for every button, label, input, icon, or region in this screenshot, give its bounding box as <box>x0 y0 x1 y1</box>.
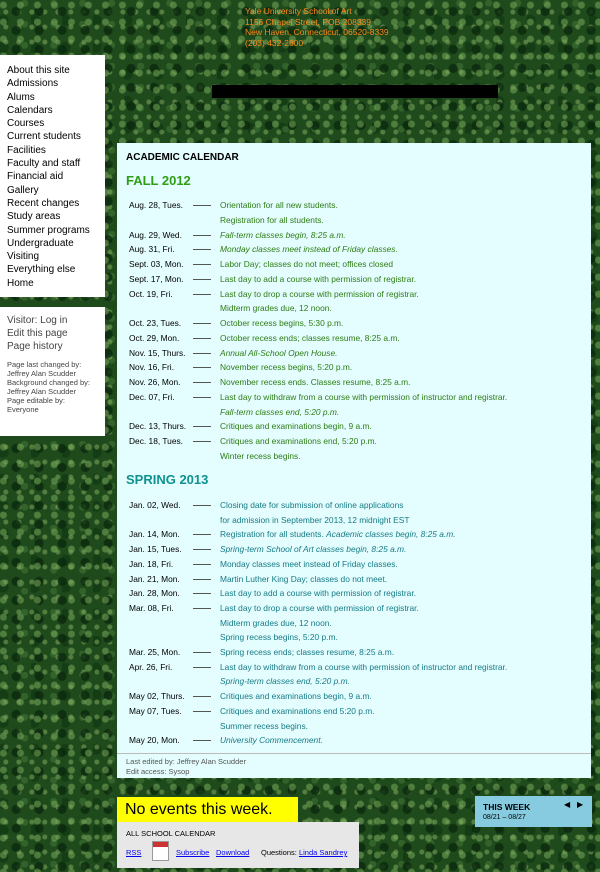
this-week-title: THIS WEEK <box>483 802 531 812</box>
event-text <box>220 662 507 672</box>
address-line: 1156 Chapel Street, POB 208339 <box>245 16 372 27</box>
event-date: Mar. 08, Fri. <box>129 602 174 613</box>
fall-heading: FALL 2012 <box>126 173 191 188</box>
event-description: Summer recess begins. <box>220 720 308 731</box>
event-description: Last day to add a course with permission of registrar. <box>220 588 416 599</box>
event-description: Labor Day; classes do not meet; offices closed <box>220 259 394 269</box>
event-text <box>220 721 308 731</box>
event-description: Fall-term classes begin, 8:25 a.m. <box>220 229 346 240</box>
event-description: Monday classes meet instead of Friday classes. <box>220 244 398 255</box>
nav-item-study-areas[interactable]: Study areas <box>7 211 61 223</box>
nav-item-financial-aid[interactable]: Financial aid <box>7 171 64 183</box>
event-dash <box>193 338 211 339</box>
event-description: Midterm grades due, 12 noon. <box>220 303 332 314</box>
page-changed-by: Jeffrey Alan Scudder <box>7 369 77 378</box>
event-dash <box>193 564 211 565</box>
nav-item-facilities[interactable]: Facilities <box>7 144 46 156</box>
event-dash <box>193 249 211 250</box>
event-text <box>220 451 301 461</box>
event-date: Dec. 13, Thurs. <box>129 421 187 432</box>
event-date: Apr. 26, Fri. <box>129 661 173 672</box>
event-date: May 20, Mon. <box>129 735 180 746</box>
event-text <box>220 289 419 299</box>
event-date: Jan. 18, Fri. <box>129 558 174 569</box>
editable-label: Page editable by: <box>7 396 65 405</box>
last-edited: Last edited by: Jeffrey Alan Scudder <box>126 757 246 766</box>
event-text <box>220 735 323 745</box>
event-date: Dec. 07, Fri. <box>129 391 175 402</box>
event-text <box>220 392 507 402</box>
event-date: Jan. 28, Mon. <box>129 588 180 599</box>
nav-item-alums[interactable]: Alums <box>7 91 35 103</box>
event-date: Oct. 29, Mon. <box>129 332 180 343</box>
no-events-banner: No events this week. <box>117 797 298 822</box>
event-text <box>220 632 338 642</box>
this-week-widget <box>475 796 592 827</box>
edit-access: Edit access: Sysop <box>126 766 190 776</box>
event-dash <box>193 264 211 265</box>
event-text <box>220 377 410 387</box>
event-text <box>220 647 394 657</box>
nav-item-summer-programs[interactable]: Summer programs <box>7 224 90 236</box>
event-text <box>220 559 398 569</box>
subscribe-link[interactable]: Subscribe <box>176 848 210 857</box>
event-description: Last day to add a course with permission of registrar. <box>220 273 416 284</box>
event-description: Critiques and examinations end, 5:20 p.m. <box>220 436 377 446</box>
event-text <box>220 676 350 686</box>
event-date: Aug. 31, Fri. <box>129 244 175 255</box>
nav-item-faculty[interactable]: Faculty and staff <box>7 158 81 170</box>
event-description: Last day to withdraw from a course with permission of instructor and registrar. <box>220 661 508 672</box>
event-text <box>220 348 337 358</box>
event-description: Spring recess ends; classes resume, 8:25 a.m. <box>220 647 395 657</box>
event-description: October recess ends; classes resume, 8:25 a.m. <box>220 332 400 343</box>
event-dash <box>193 711 211 712</box>
nav-item-current-students[interactable]: Current students <box>7 131 81 143</box>
event-description: Martin Luther King Day; classes do not meet. <box>220 573 388 584</box>
event-description: Registration for all students. <box>220 214 324 225</box>
page-history-link[interactable]: Page history <box>7 341 63 352</box>
event-description: Monday classes meet instead of Friday classes. <box>220 558 398 569</box>
event-description: Critiques and examinations begin, 9 a.m. <box>220 691 372 702</box>
event-dash <box>193 367 211 368</box>
event-text <box>220 230 346 240</box>
event-dash <box>193 279 211 280</box>
rss-link[interactable]: RSS <box>126 848 142 857</box>
event-dash <box>193 696 211 697</box>
event-description: for admission in September 2013, 12 midnight EST <box>220 514 410 525</box>
edit-page-link[interactable]: Edit this page <box>7 328 68 339</box>
event-date: Oct. 23, Tues. <box>129 318 182 328</box>
calendar-content <box>117 143 591 778</box>
event-dash <box>193 205 211 206</box>
event-dash <box>193 579 211 580</box>
event-description: Spring recess begins, 5:20 p.m. <box>220 632 338 643</box>
event-text <box>220 318 343 328</box>
event-dash <box>193 505 211 506</box>
event-dash <box>193 397 211 398</box>
event-description: November recess ends. Classes resume, 8:25 a.m. <box>220 377 411 387</box>
nav-item-gallery[interactable]: Gallery <box>7 184 39 196</box>
content-divider <box>117 753 591 754</box>
page-title: ACADEMIC CALENDAR <box>126 152 239 163</box>
event-description-extra: Academic classes begin, 8:25 a.m. <box>326 529 456 540</box>
nav-item-visiting[interactable]: Visiting <box>7 251 40 263</box>
bg-changed-by: Jeffrey Alan Scudder <box>7 387 77 396</box>
school-address <box>245 6 389 48</box>
event-description: Annual All-School Open House. <box>220 347 338 358</box>
event-text <box>220 421 372 431</box>
editable-by: Everyone <box>7 405 39 414</box>
event-text <box>220 544 406 554</box>
event-description: Midterm grades due, 12 noon. <box>220 617 332 628</box>
event-text <box>220 618 332 628</box>
event-description: Registration for all students. <box>220 529 324 540</box>
download-link[interactable]: Download <box>216 848 250 857</box>
event-date: Jan. 02, Wed. <box>129 500 181 510</box>
event-date: May 02, Thurs. <box>129 691 185 702</box>
event-text <box>220 574 387 584</box>
event-text <box>220 500 403 510</box>
address-line: Yale University School of Art <box>245 6 352 16</box>
event-text <box>220 274 416 284</box>
nav-item-recent-changes[interactable]: Recent changes <box>7 197 80 209</box>
questions-contact <box>261 848 347 857</box>
week-range: 08/21 – 08/27 <box>483 814 526 821</box>
all-school-calendar-panel <box>117 822 359 868</box>
event-description: Closing date for submission of online applications <box>220 500 404 510</box>
event-description: Last day to drop a course with permission of registrar. <box>220 288 419 299</box>
event-date: May 07, Tues. <box>129 705 182 716</box>
event-text <box>220 603 419 613</box>
event-text <box>220 244 398 254</box>
event-text <box>220 691 372 701</box>
event-dash <box>193 549 211 550</box>
event-text <box>220 259 393 269</box>
event-text <box>220 706 375 716</box>
event-date: Jan. 14, Mon. <box>129 529 180 540</box>
edit-info <box>126 757 246 776</box>
event-dash <box>193 534 211 535</box>
event-text <box>220 529 456 539</box>
event-date: Oct. 19, Fri. <box>129 288 173 299</box>
event-dash <box>193 353 211 354</box>
event-dash <box>193 652 211 653</box>
event-date: Mar. 25, Mon. <box>129 647 181 657</box>
event-dash <box>193 593 211 594</box>
event-text <box>220 333 400 343</box>
black-bar <box>212 85 498 98</box>
event-dash <box>193 667 211 668</box>
event-description: Orientation for all new students. <box>220 200 338 210</box>
event-dash <box>193 426 211 427</box>
event-date: Aug. 28, Tues. <box>129 200 184 210</box>
page-meta-panel <box>0 307 105 436</box>
event-date: Nov. 26, Mon. <box>129 377 181 387</box>
page-changed-label: Page last changed by: <box>7 360 82 369</box>
prev-week-icon[interactable]: ◀ <box>564 800 571 809</box>
nav-item-about[interactable]: About this site <box>7 65 70 76</box>
event-date: Sept. 03, Mon. <box>129 259 184 269</box>
event-dash <box>193 294 211 295</box>
event-text <box>220 588 416 598</box>
event-text <box>220 362 352 372</box>
bg-changed-label: Background changed by: <box>7 378 90 387</box>
login-link[interactable]: Visitor: Log in <box>7 315 68 326</box>
nav-item-undergraduate[interactable]: Undergraduate <box>7 237 74 249</box>
event-description: Winter recess begins. <box>220 450 301 461</box>
event-text <box>220 303 332 313</box>
event-dash <box>193 441 211 442</box>
nav-item-calendars[interactable]: Calendars <box>7 104 53 116</box>
event-dash <box>193 382 211 383</box>
event-date: Jan. 21, Mon. <box>129 573 180 584</box>
event-dash <box>193 740 211 741</box>
nav-item-home[interactable]: Home <box>7 277 34 289</box>
next-week-icon[interactable]: ▶ <box>577 800 584 809</box>
event-text <box>220 407 339 417</box>
calendar-icon[interactable] <box>152 841 169 861</box>
sidebar-nav <box>0 55 105 297</box>
event-description: October recess begins, 5:30 p.m. <box>220 318 344 328</box>
contact-link[interactable]: Linda Sandrey <box>298 848 348 857</box>
event-description: Spring-term School of Art classes begin, 8:25 a.m. <box>220 544 407 555</box>
event-date: Nov. 16, Fri. <box>129 362 174 373</box>
event-date: Jan. 15, Tues. <box>129 544 182 555</box>
event-description: University Commencement. <box>220 735 323 746</box>
event-dash <box>193 235 211 236</box>
event-description: Fall-term classes end, 5:20 p.m. <box>220 406 340 417</box>
event-description: Critiques and examinations begin, 9 a.m. <box>220 421 372 432</box>
event-dash <box>193 608 211 609</box>
event-description: Spring-term classes end, 5:20 p.m. <box>220 676 350 687</box>
nav-item-everything-else[interactable]: Everything else <box>7 264 76 276</box>
event-description: Last day to drop a course with permission of registrar. <box>220 602 419 613</box>
nav-item-courses[interactable]: Courses <box>7 118 45 130</box>
event-description: November recess begins, 5:20 p.m. <box>220 362 353 373</box>
nav-item-admissions[interactable]: Admissions <box>7 78 59 90</box>
event-text <box>220 436 377 446</box>
event-text <box>220 515 409 525</box>
event-date: Sept. 17, Mon. <box>129 273 184 284</box>
spring-heading: SPRING 2013 <box>126 472 209 487</box>
event-text <box>220 200 338 210</box>
event-date: Nov. 15, Thurs. <box>129 347 186 358</box>
event-description: Critiques and examinations end 5:20 p.m. <box>220 705 375 716</box>
address-line: New Haven, Connecticut, 06520-8339 <box>245 27 389 37</box>
address-line: (203) 432-2600 <box>245 37 304 48</box>
event-description: Last day to withdraw from a course with permission of instructor and registrar. <box>220 391 508 402</box>
questions-label: Questions: <box>261 848 297 857</box>
event-date: Dec. 18, Tues. <box>129 436 183 446</box>
calendar-label: ALL SCHOOL CALENDAR <box>126 829 216 838</box>
event-text <box>220 215 324 225</box>
event-dash <box>193 323 211 324</box>
event-date: Aug. 29, Wed. <box>129 229 182 240</box>
